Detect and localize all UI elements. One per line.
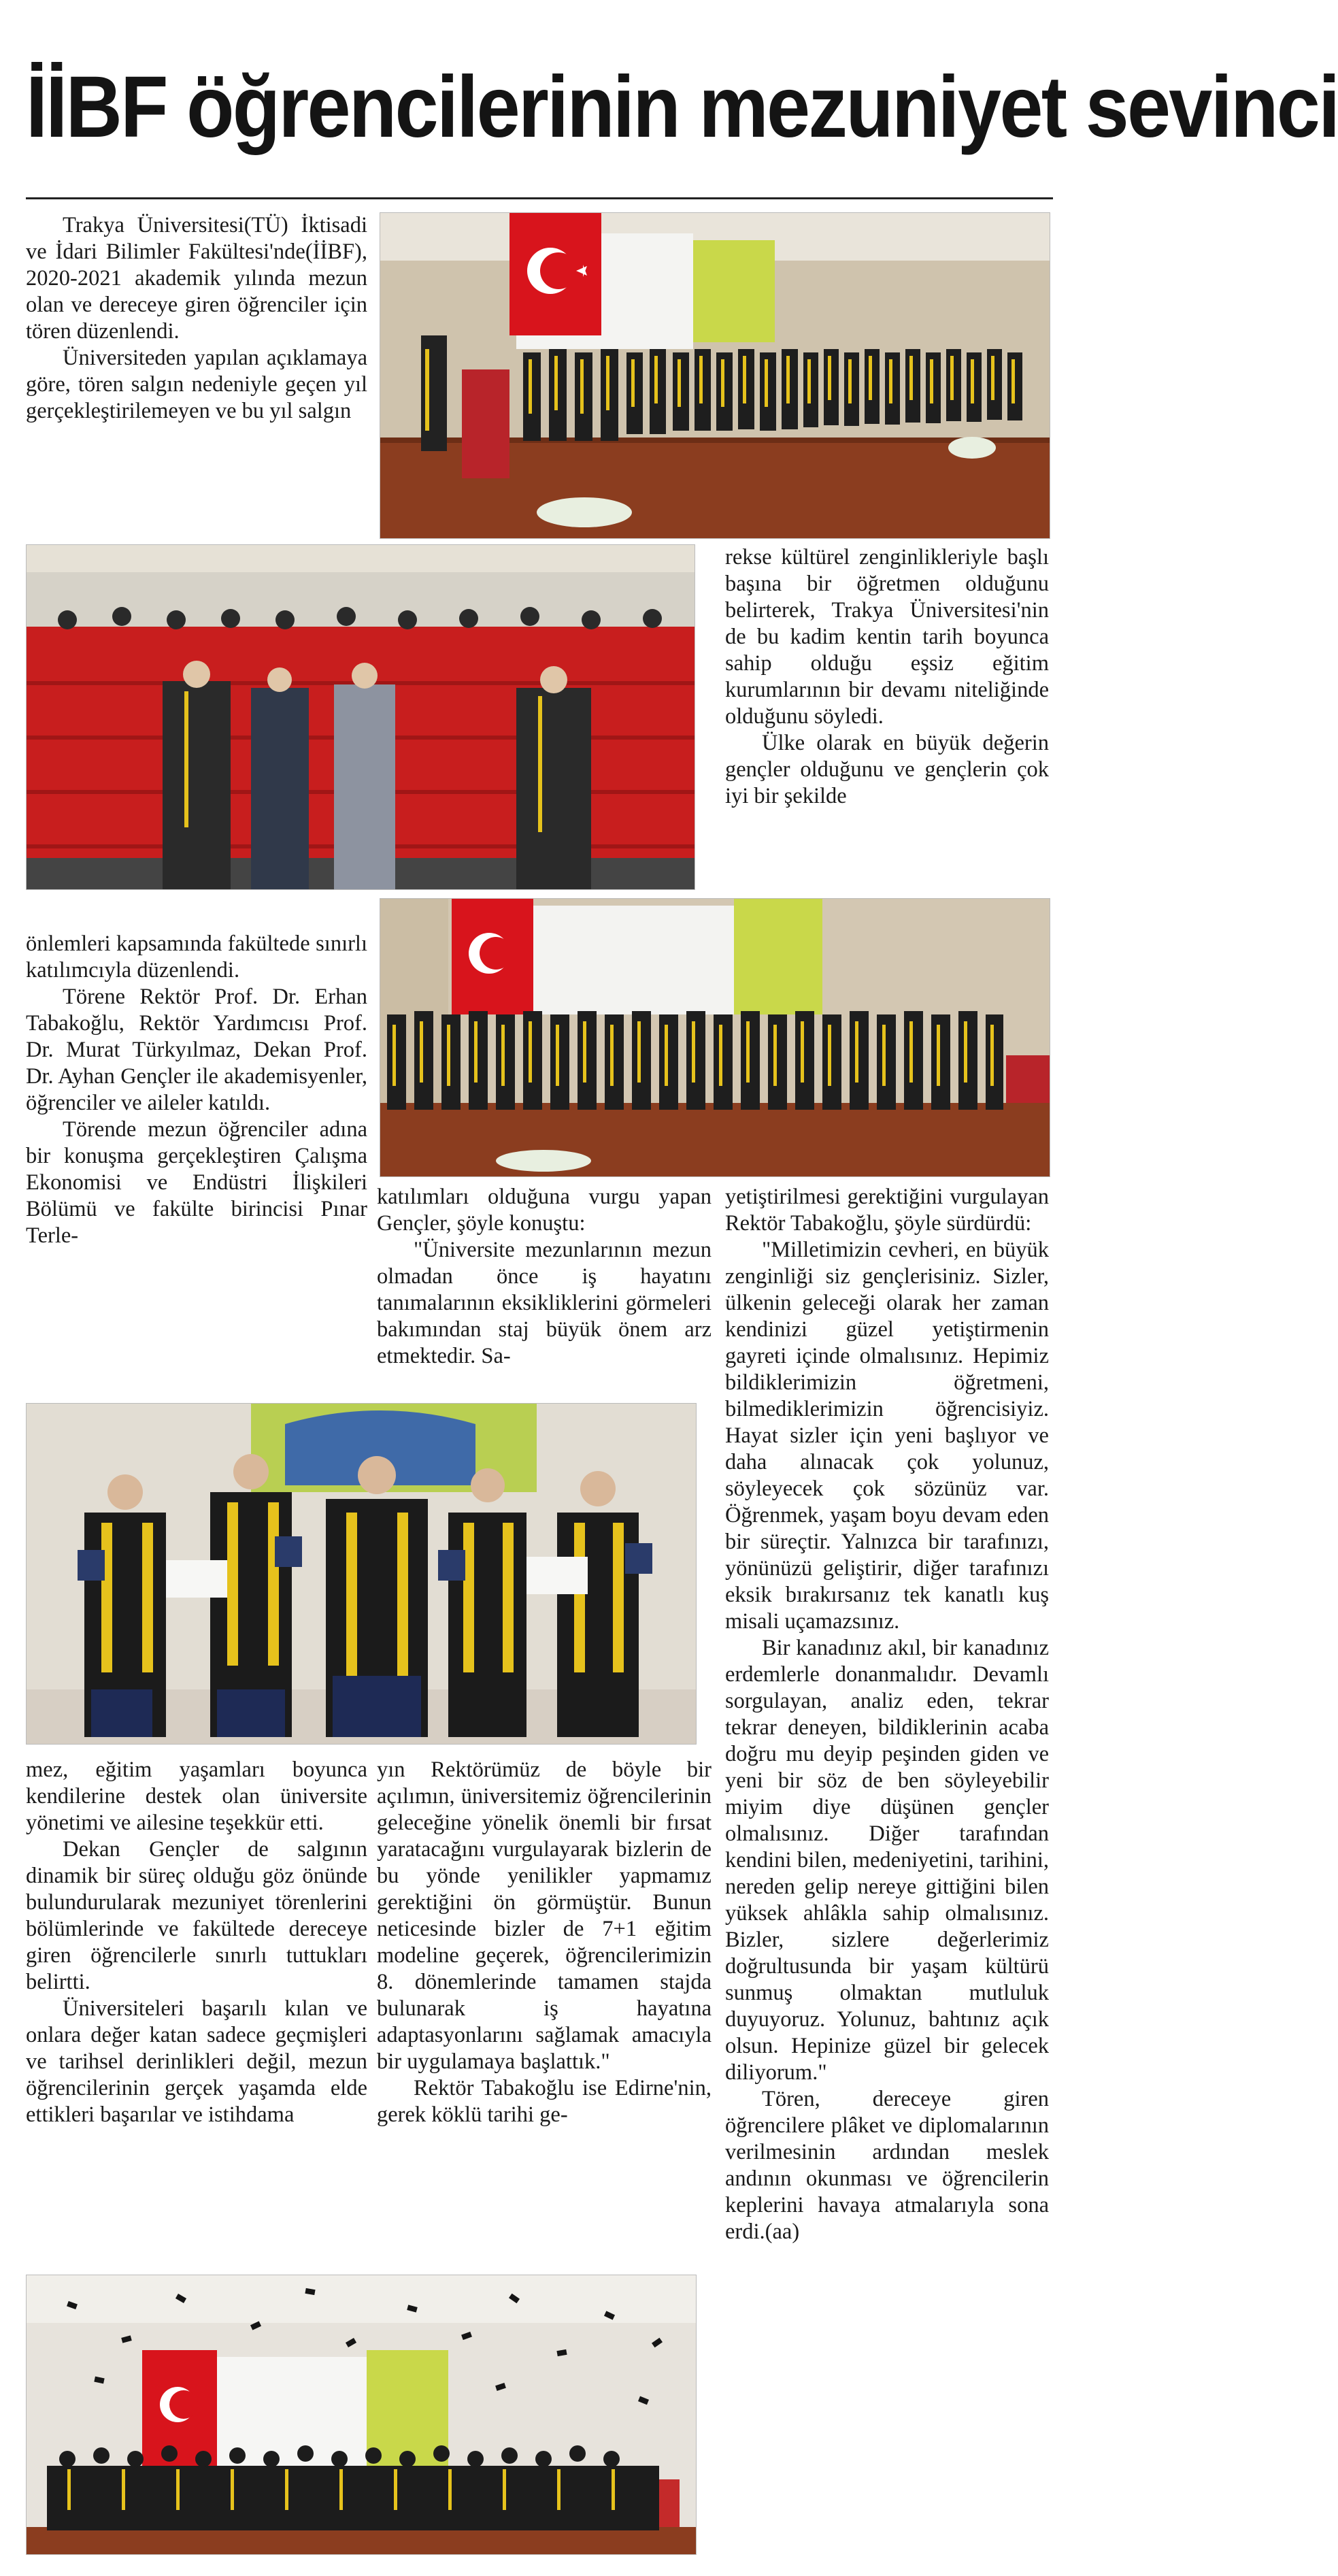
ceremony-stage-image (380, 213, 1050, 538)
photo-officials-audience (26, 544, 695, 890)
honored-graduates-image (27, 1404, 696, 1744)
paragraph: Dekan Gençler de salgının dinamik bir süreç olduğu göz önünde bulundurularak mezuniyet törenlerini bölümlerinde ve fakültede dereceye giren öğrencilerle sınırlı tuttukları belirtti. (26, 1837, 367, 1994)
column-3-top (725, 544, 1049, 810)
paragraph: Ülke olarak en büyük değerin gençler olduğunu ve gençlerin çok iyi bir şekilde (725, 731, 1049, 808)
paragraph: yın Rektörümüz de böyle bir açılımın, üniversitemiz öğrencilerinin geleceğine yönelik önemli bir fırsat yaratacağını vurgulayarak bizlerin de bu yönde yenilikler yapmamız gerektiğini ön görmüştür. Bunun neticesinde bizler de 7+1 eğitim modeline geçerek, öğrencilerimizin 8. dönemlerinde tamamen stajda bulunarak iş hayatına adaptasyonlarını sağlamak amacıyla bir uygulamaya başlattık." (377, 1757, 712, 2074)
officials-audience-image (27, 545, 695, 889)
paragraph: Trakya Üniversitesi(TÜ) İktisadi ve İdari Bilimler Fakültesi'nde(İİBF), 2020-2021 akademik yılında mezun olan ve dereceye giren öğrenciler için tören düzenlendi. (26, 213, 367, 344)
column-1-lower (26, 1757, 367, 2128)
column-2-lower (377, 1757, 712, 2128)
paragraph: Bir kanadınız akıl, bir kanadınız erdemlerle donanmalıdır. Devamlı sorgulayan, analiz eden, tekrar tekrar deneyen, bildiklerinin acaba doğru mu deyip peşinden giden ve yeni bir söz de ben söyleyebilir miyim diye düşünen gençler olmalısınız. Diğer tarafından kendini bilen, medeniyetini, tarihini, nereden gelip nereye gittiğini bilen yüksek ahlâkla sahip olmalısınız. Bizler, sizlere değerlerimiz doğrultusunda bir yaşam kültürü sunmuş olmaktan mutluluk duyuyoruz. Yolunuz, bahtınız açık olsun. Hepinize güzel bir gelecek diliyorum." (725, 1636, 1049, 2085)
photo-ceremony-stage (380, 212, 1050, 539)
photo-graduates-lineup (380, 898, 1050, 1177)
paragraph: yetiştirilmesi gerektiğini vurgulayan Rektör Tabakoğlu, şöyle sürdürdü: (725, 1185, 1049, 1236)
headline-rule (26, 197, 1053, 199)
paragraph: katılımları olduğuna vurgu yapan Gençler, şöyle konuştu: (377, 1185, 712, 1236)
photo-honored-graduates (26, 1403, 697, 1745)
paragraph: önlemleri kapsamında fakültede sınırlı katılımcıyla düzenlendi. (26, 931, 367, 982)
paragraph: Törene Rektör Prof. Dr. Erhan Tabakoğlu, Rektör Yardımcısı Prof. Dr. Murat Türkyılmaz, Dekan Prof. Dr. Ayhan Gençler ile akademisyenler, öğrenciler ve aileler katıldı. (26, 985, 367, 1115)
paragraph: Üniversiteden yapılan açıklamaya göre, tören salgın nedeniyle geçen yıl gerçekleştirilemeyen ve bu yıl salgın (26, 346, 367, 423)
photo-caps-celebration (26, 2275, 697, 2555)
paragraph: Rektör Tabakoğlu ise Edirne'nin, gerek köklü tarihi ge- (377, 2076, 712, 2127)
paragraph: mez, eğitim yaşamları boyunca kendilerine destek olan üniversite yönetimi ve ailesine teşekkür etti. (26, 1757, 367, 1835)
column-2-middle (377, 1184, 712, 1370)
paragraph: "Milletimizin cevheri, en büyük zenginliği siz gençlerisiniz. Sizler, ülkenin geleceği olarak her zaman kendinizi güzel yetiştirmenin gayreti içinde olmalısınız. Hepimiz bildiklerimizin öğretmeni, bilmediklerimizin öğrencisiyiz. Hayat sizler için yeni başlıyor ve daha alınacak çok yolunuz, söyleyecek çok sözünüz var. Öğrenmek, yaşam boyu devam eden bir süreçtir. Yalnızca bir tarafınızı, yönünüzü geliştirir, diğer tarafınızı eksik bırakırsanız tek kanatlı kuş misali uçamazsınız. (725, 1238, 1049, 1634)
paragraph: "Üniversite mezunlarının mezun olmadan önce iş hayatını tanımalarının eksikliklerini görmeleri bakımından staj büyük önem arz etmektedir. Sa- (377, 1238, 712, 1368)
column-3-main (725, 1184, 1049, 2245)
paragraph: rekse kültürel zenginlikleriyle başlı başına bir öğretmen olduğunu belirterek, Trakya Üniversitesi'nin de bu kadim kentin tarih boyunca sahip olduğu eşsiz eğitim kurumlarının bir devamı niteliğinde olduğunu söyledi. (725, 545, 1049, 729)
column-1-middle (26, 931, 367, 1249)
paragraph: Üniversiteleri başarılı kılan ve onlara değer katan sadece geçmişleri ve tarihsel derinlikleri değil, mezun öğrencilerinin gerçek yaşamda elde ettikleri başarılar ve istihdama (26, 1996, 367, 2127)
headline: İİBF öğrencilerinin mezuniyet sevinci (26, 59, 1338, 156)
paragraph: Tören, dereceye giren öğrencilere plâket ve diplomalarının verilmesinin ardından meslek andının okunması ve öğrencilerin keplerini havaya atmalarıyla sona erdi.(aa) (725, 2087, 1049, 2244)
paragraph: Törende mezun öğrenciler adına bir konuşma gerçekleştiren Çalışma Ekonomisi ve Endüstri İlişkileri Bölümü ve fakülte birincisi Pınar Terle- (26, 1117, 367, 1248)
column-1-top (26, 212, 367, 425)
caps-celebration-image (27, 2275, 696, 2554)
graduates-lineup-image (380, 899, 1050, 1176)
